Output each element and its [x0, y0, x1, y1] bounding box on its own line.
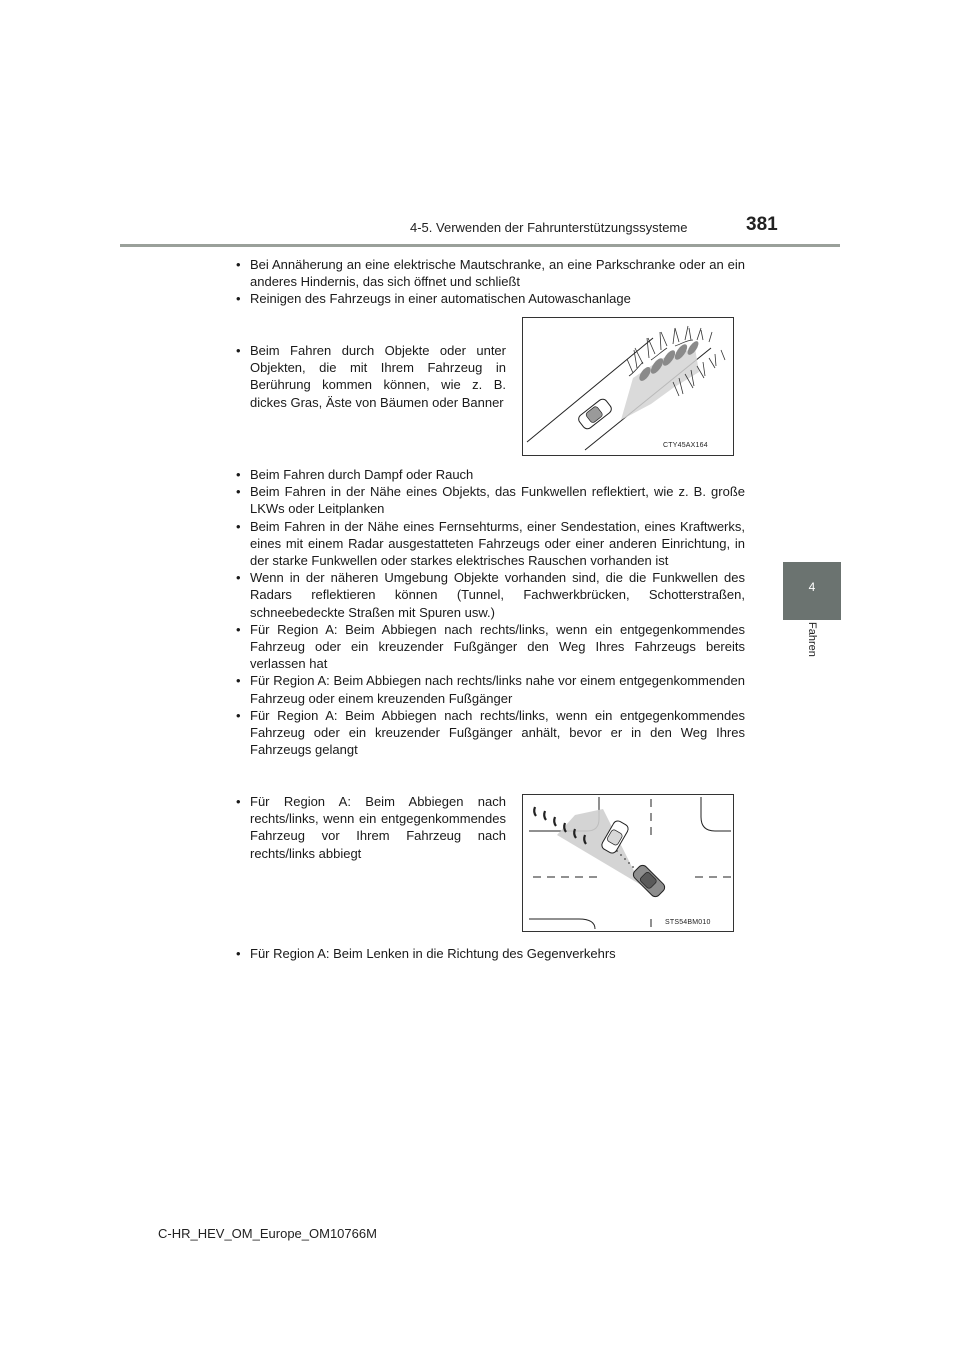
section-title: 4-5. Verwenden der Fahrunterstützungssysteme	[410, 220, 688, 235]
list-item: • Für Region A: Beim Abbiegen nach rechts/links, wenn ein entgegenkommendes Fahrzeug oder ein kreuzender Fußgänger anhält, bevor er in den Weg Ihres Fahrzeugs gelangt	[236, 707, 745, 759]
list-item: • Für Region A: Beim Abbiegen nach rechts/links, wenn ein entgegenkommendes Fahrzeug oder ein kreuzender Fußgänger den Weg Ihres Fahrzeugs bereits verlassen hat	[236, 621, 745, 673]
bullet-list-top	[236, 256, 745, 308]
list-item: • Bei Annäherung an eine elektrische Mautschranke, an eine Parkschranke oder an ein anderes Hindernis, das sich öffnet und schließt	[236, 256, 745, 290]
list-item: • Beim Fahren in der Nähe eines Objekts, das Funkwellen reflektiert, wie z. B. große LKWs oder Leitplanken	[236, 483, 745, 517]
figure-code: STS54BM010	[665, 919, 711, 926]
chapter-number: 4	[808, 580, 816, 594]
bullet-list-middle	[236, 466, 745, 758]
list-item: • Für Region A: Beim Abbiegen nach rechts/links, wenn ein entgegenkommendes Fahrzeug vor Ihrem Fahrzeug nach rechts/links abbiegt	[236, 793, 506, 862]
figure-code: CTY45AX164	[663, 442, 708, 449]
document-footer: C-HR_HEV_OM_Europe_OM10766M	[158, 1226, 377, 1241]
header-divider	[120, 244, 840, 247]
list-item: • Wenn in der näheren Umgebung Objekte vorhanden sind, die die Funkwellen des Radars reflektieren können (Tunnel, Fachwerkbrücken, Schotterstraßen, schneebedeckte Straßen mit Spuren usw.)	[236, 569, 745, 621]
figure-intersection-turn	[522, 794, 734, 932]
list-item: • Beim Fahren in der Nähe eines Fernsehturms, einer Sendestation, eines Kraftwerks, eines mit einem Radar ausgestatteten Fahrzeugs oder einer anderen Einrichtung, in der starke Funkwellen oder starkes elektrisches Rauschen vorhanden ist	[236, 518, 745, 570]
bullet-list-bottom	[236, 945, 745, 962]
list-item: • Für Region A: Beim Abbiegen nach rechts/links nahe vor einem entgegenkommenden Fahrzeug oder einem kreuzenden Fußgänger	[236, 672, 745, 706]
bullet-list-figure-2	[236, 793, 506, 862]
list-item: • Für Region A: Beim Lenken in die Richtung des Gegenverkehrs	[236, 945, 745, 962]
list-item: • Beim Fahren durch Dampf oder Rauch	[236, 466, 745, 483]
illustration-branches-road	[523, 318, 733, 455]
list-item: • Beim Fahren durch Objekte oder unter Objekten, die mit Ihrem Fahrzeug in Berührung kommen können, wie z. B. dickes Gras, Äste von Bäumen oder Banner	[236, 342, 506, 411]
page-number: 381	[746, 214, 778, 235]
chapter-tab	[783, 562, 841, 620]
illustration-intersection	[523, 795, 733, 931]
list-item: • Reinigen des Fahrzeugs in einer automatischen Autowaschanlage	[236, 290, 745, 307]
chapter-label: Fahren	[806, 622, 818, 657]
figure-overhead-objects	[522, 317, 734, 456]
bullet-list-figure-1	[236, 342, 506, 411]
